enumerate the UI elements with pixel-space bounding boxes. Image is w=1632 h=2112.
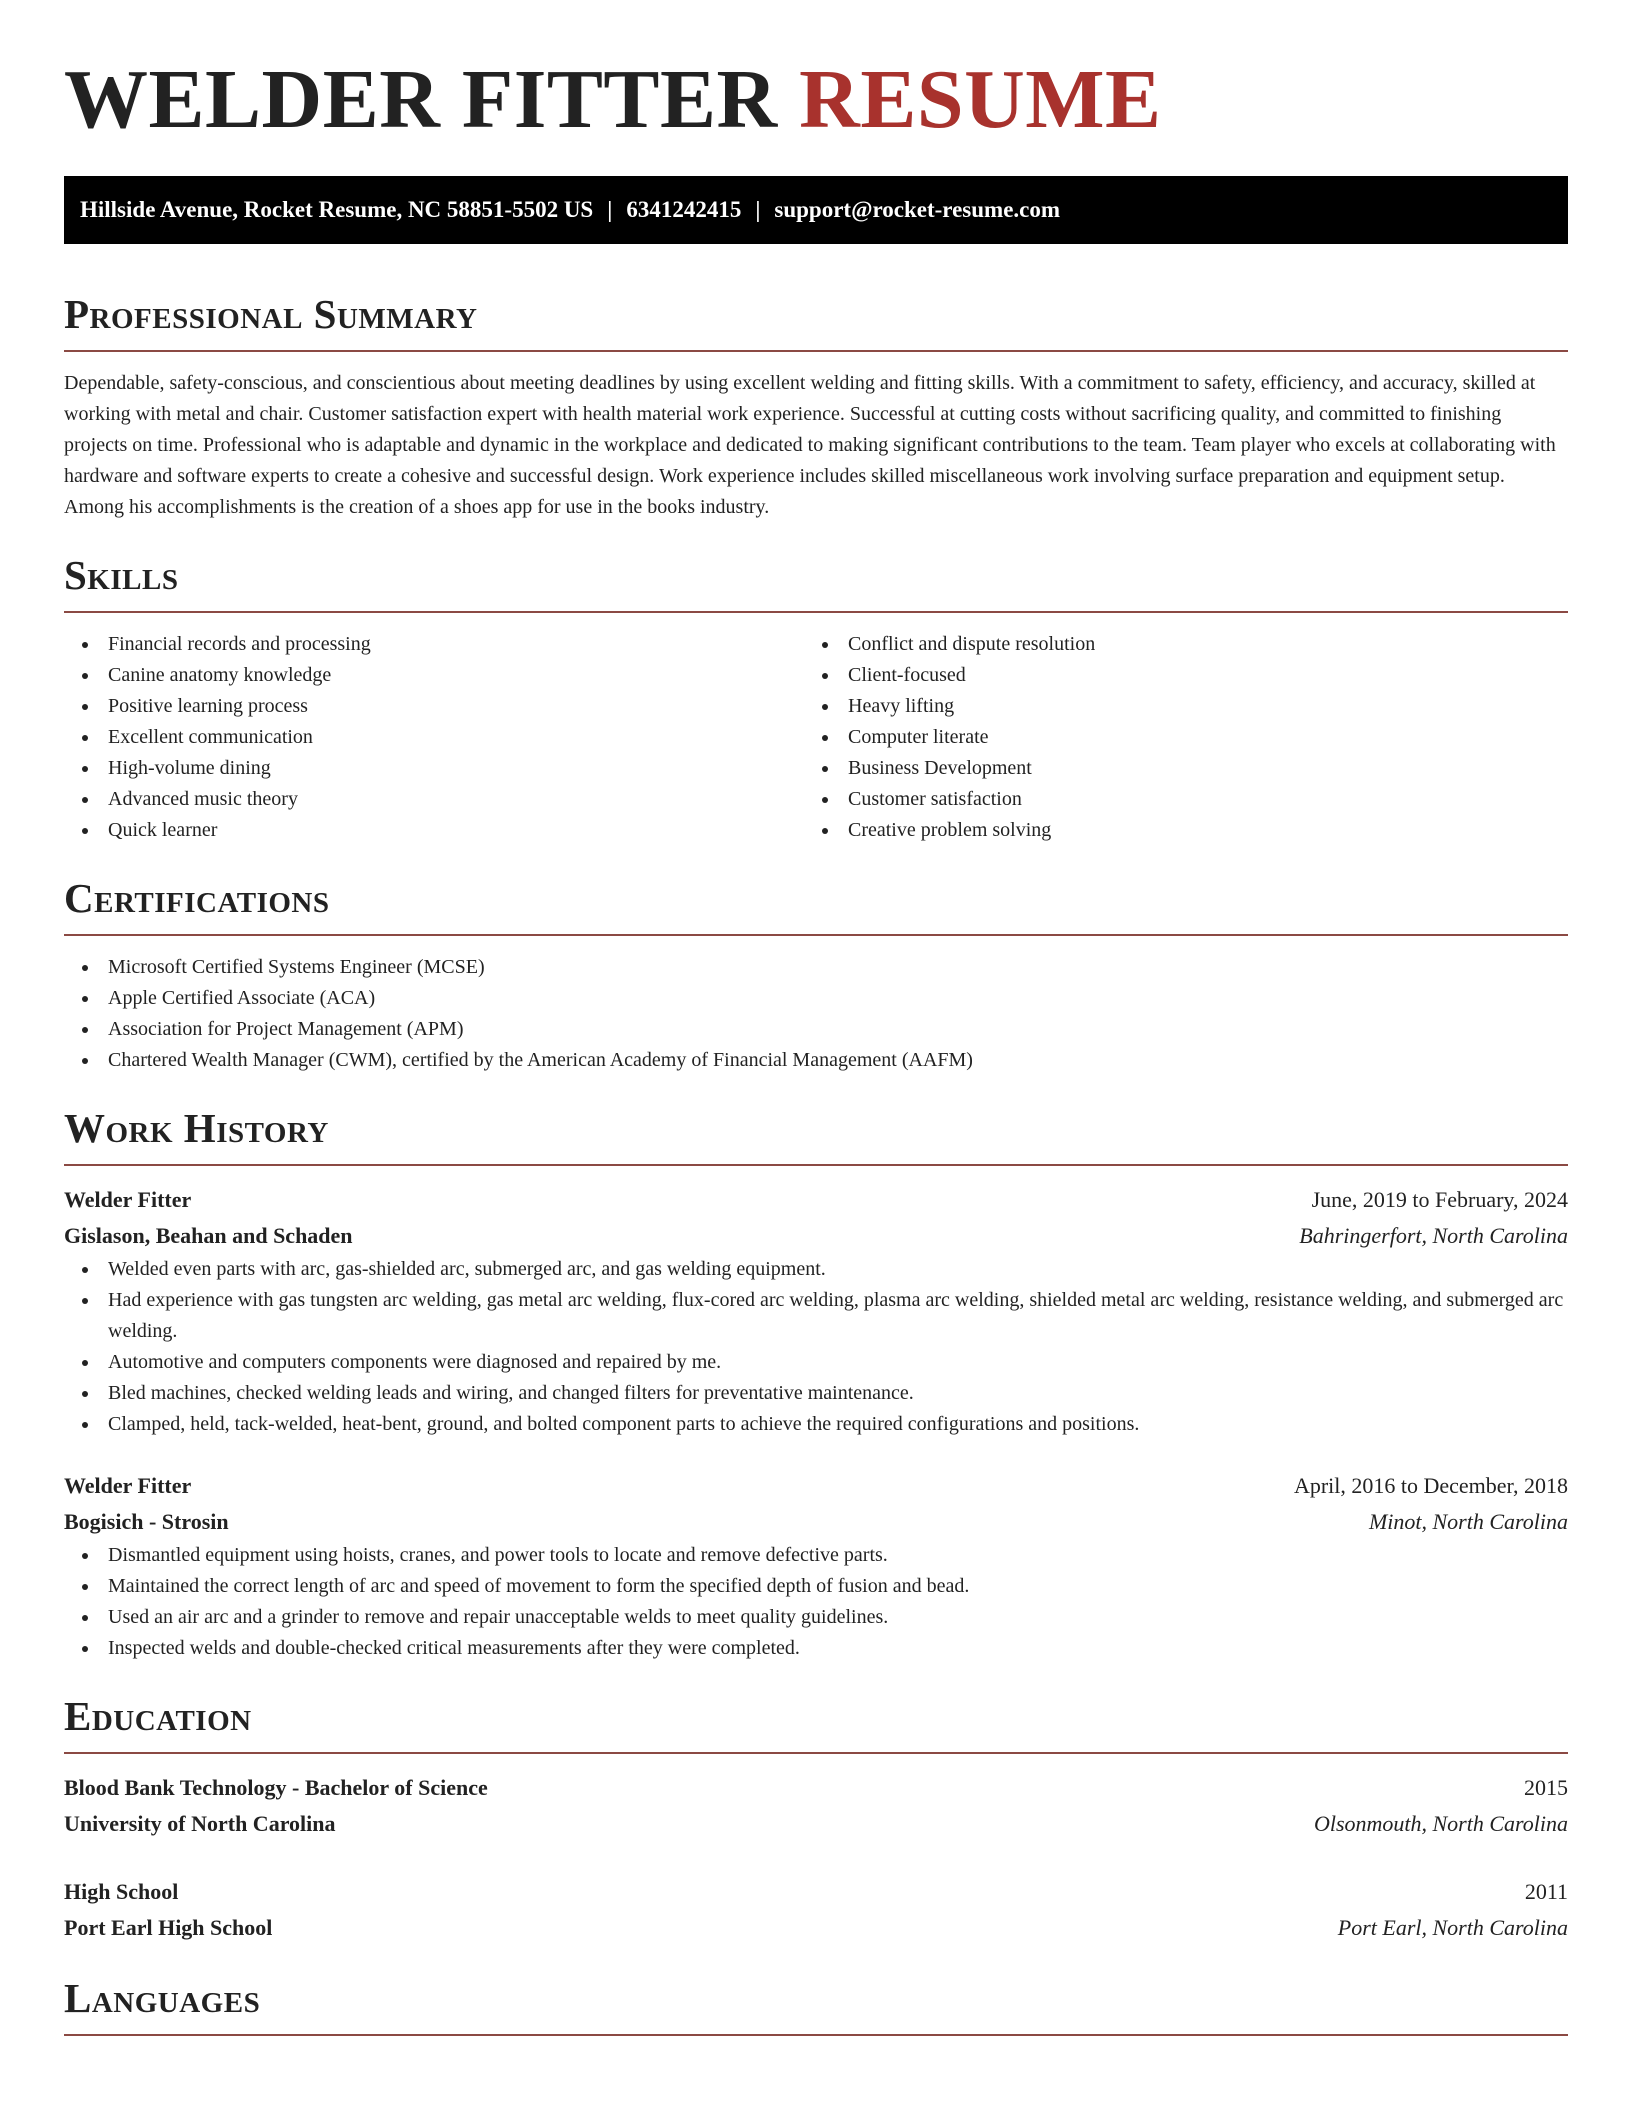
section-heading-languages: Languages — [64, 1975, 261, 2021]
education-section — [64, 1692, 1568, 1946]
job-duty-item: Maintained the correct length of arc and speed of movement to form the specified depth of fusion and bead. — [64, 1571, 1568, 1602]
job-duty-item: Inspected welds and double-checked critical measurements after they were completed. — [64, 1633, 1568, 1664]
section-divider — [64, 2034, 1568, 2036]
education-degree-row — [64, 1874, 1568, 1910]
skill-item: Excellent communication — [64, 722, 804, 753]
education-year: 2011 — [1524, 1879, 1568, 1904]
summary-text: Dependable, safety-conscious, and conscientious about meeting deadlines by using excellent welding and fitting skills. With a commitment to safety, efficiency, and accuracy, skilled at working with metal and chair. Customer satisfaction expert with health material work experience. Successful at cutting costs without sacrificing quality, and committed to finishing projects on time. Professional who is adaptable and dynamic in the workplace and dedicated to making significant contributions to the team. Team player who excels at collaborating with hardware and software experts to create a cohesive and successful design. Work experience includes skilled miscellaneous work involving surface preparation and equipment setup. Among his accomplishments is the creation of a shoes app for use in the books industry. — [64, 372, 1556, 518]
job-dates: April, 2016 to December, 2018 — [1293, 1473, 1568, 1498]
skills-grid — [64, 629, 1568, 846]
section-divider — [64, 350, 1568, 352]
job-company: Bogisich - Strosin — [64, 1509, 229, 1534]
skill-item: Positive learning process — [64, 691, 804, 722]
education-school-row — [64, 1910, 1568, 1946]
contact-separator: | — [755, 197, 761, 222]
work-history-section — [64, 1104, 1568, 1664]
title-main: WELDER FITTER — [64, 53, 778, 146]
education-school-row — [64, 1806, 1568, 1842]
summary-section — [64, 290, 1568, 523]
section-heading-education: Education — [64, 1693, 252, 1739]
section-divider — [64, 1164, 1568, 1166]
section-heading-summary: Professional Summary — [64, 291, 478, 337]
job-company-row — [64, 1218, 1568, 1254]
skill-item: Client-focused — [804, 660, 1544, 691]
certification-item: Association for Project Management (APM) — [64, 1014, 1568, 1045]
skill-item: Customer satisfaction — [804, 784, 1544, 815]
job-location: Bahringerfort, North Carolina — [1299, 1223, 1568, 1248]
contact-address: Hillside Avenue, Rocket Resume, NC 58851-5502 US — [80, 197, 594, 222]
section-heading-certifications: Certifications — [64, 875, 330, 921]
job-duty-item: Clamped, held, tack-welded, heat-bent, ground, and bolted component parts to achieve the required configurations and positions. — [64, 1409, 1568, 1440]
skill-item: Advanced music theory — [64, 784, 804, 815]
education-entry — [64, 1770, 1568, 1842]
section-divider — [64, 934, 1568, 936]
section-heading-skills: Skills — [64, 552, 179, 598]
skill-item: High-volume dining — [64, 753, 804, 784]
certification-item: Microsoft Certified Systems Engineer (MCSE) — [64, 952, 1568, 983]
job-duty-item: Used an air arc and a grinder to remove and repair unacceptable welds to meet quality guidelines. — [64, 1602, 1568, 1633]
certification-item: Chartered Wealth Manager (CWM), certified by the American Academy of Financial Management (AAFM) — [64, 1045, 1568, 1076]
education-school: University of North Carolina — [64, 1811, 336, 1836]
education-entry — [64, 1874, 1568, 1946]
skill-item: Canine anatomy knowledge — [64, 660, 804, 691]
contact-separator: | — [607, 197, 613, 222]
job-title: Welder Fitter — [64, 1473, 192, 1498]
education-degree-row — [64, 1770, 1568, 1806]
job-entry — [64, 1182, 1568, 1440]
title-accent: RESUME — [799, 53, 1162, 146]
education-degree: High School — [64, 1879, 179, 1904]
job-location: Minot, North Carolina — [1368, 1509, 1568, 1534]
education-degree: Blood Bank Technology - Bachelor of Science — [64, 1775, 488, 1800]
skill-item: Computer literate — [804, 722, 1544, 753]
certifications-section — [64, 874, 1568, 1076]
contact-email[interactable]: support@rocket-resume.com — [774, 197, 1061, 222]
certification-item: Apple Certified Associate (ACA) — [64, 983, 1568, 1014]
job-duty-item: Welded even parts with arc, gas-shielded arc, submerged arc, and gas welding equipment. — [64, 1254, 1568, 1285]
skill-item: Creative problem solving — [804, 815, 1544, 846]
job-header-row — [64, 1182, 1568, 1218]
contact-bar — [64, 176, 1568, 244]
skill-item: Heavy lifting — [804, 691, 1544, 722]
resume-title — [64, 0, 1568, 146]
section-divider — [64, 1752, 1568, 1754]
section-divider — [64, 611, 1568, 613]
job-company-row — [64, 1504, 1568, 1540]
education-location: Port Earl, North Carolina — [1337, 1915, 1568, 1940]
skill-item: Business Development — [804, 753, 1544, 784]
job-duty-item: Dismantled equipment using hoists, cranes, and power tools to locate and remove defective parts. — [64, 1540, 1568, 1571]
job-duties-list — [64, 1254, 1568, 1440]
contact-phone[interactable]: 6341242415 — [626, 197, 742, 222]
skill-item: Financial records and processing — [64, 629, 804, 660]
skills-column-left — [64, 629, 804, 846]
job-title: Welder Fitter — [64, 1187, 192, 1212]
education-year: 2015 — [1524, 1775, 1568, 1800]
job-entry — [64, 1468, 1568, 1664]
languages-section — [64, 1974, 1568, 2036]
job-duty-item: Bled machines, checked welding leads and wiring, and changed filters for preventative maintenance. — [64, 1378, 1568, 1409]
job-duty-item: Automotive and computers components were diagnosed and repaired by me. — [64, 1347, 1568, 1378]
job-duty-item: Had experience with gas tungsten arc welding, gas metal arc welding, flux-cored arc welding, plasma arc welding, shielded metal arc welding, resistance welding, and submerged arc welding. — [64, 1285, 1568, 1347]
job-duties-list — [64, 1540, 1568, 1664]
education-school: Port Earl High School — [64, 1915, 273, 1940]
certifications-list — [64, 952, 1568, 1076]
skill-item: Conflict and dispute resolution — [804, 629, 1544, 660]
skill-item: Quick learner — [64, 815, 804, 846]
skills-section — [64, 551, 1568, 846]
job-dates: June, 2019 to February, 2024 — [1311, 1187, 1568, 1212]
section-heading-work-history: Work History — [64, 1105, 329, 1151]
education-location: Olsonmouth, North Carolina — [1313, 1811, 1568, 1836]
job-header-row — [64, 1468, 1568, 1504]
job-company: Gislason, Beahan and Schaden — [64, 1223, 353, 1248]
skills-column-right — [804, 629, 1544, 846]
